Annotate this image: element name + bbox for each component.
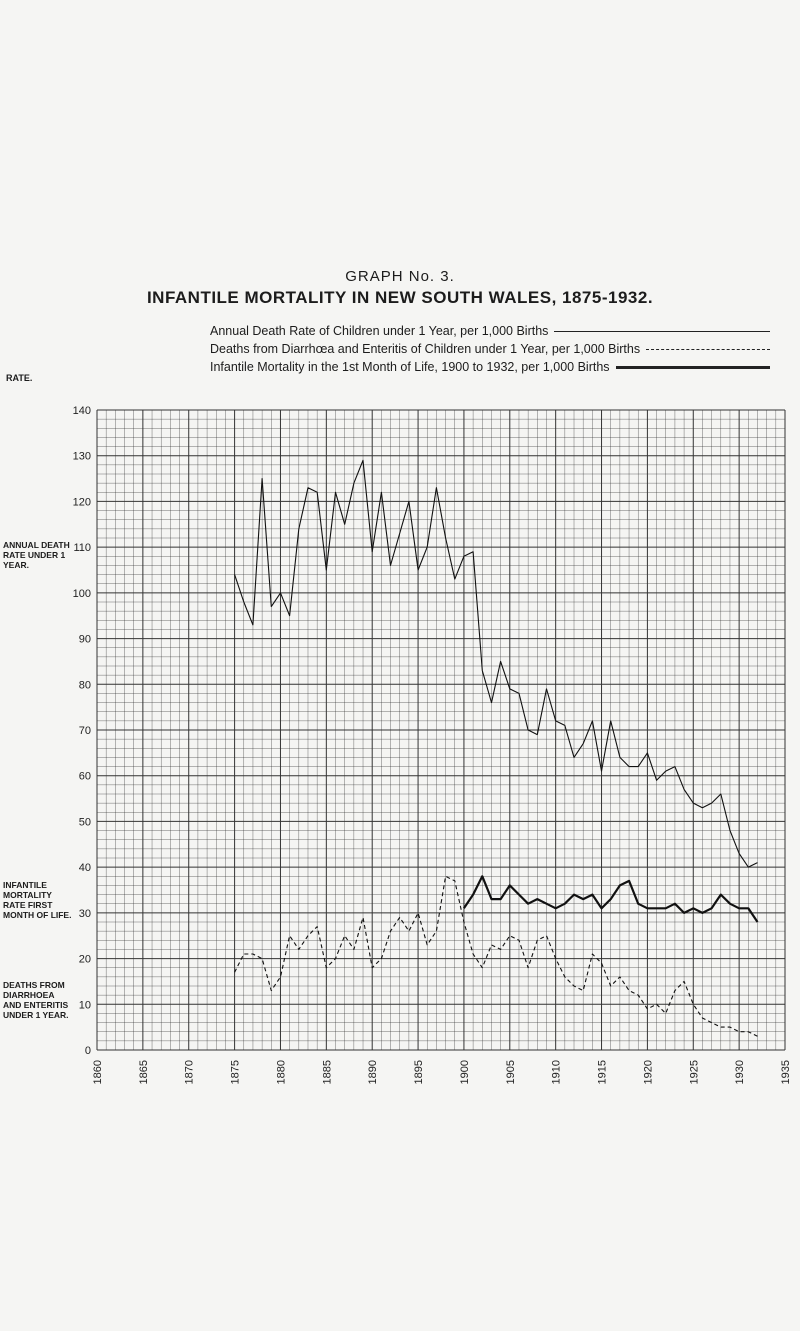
x-tick-label: 1895: [413, 1060, 426, 1085]
y-tick-label: 60: [78, 770, 91, 783]
y-tick-label: 90: [78, 633, 91, 646]
y-tick-label: 110: [73, 542, 91, 555]
legend-label-first-month: Infantile Mortality in the 1st Month of Life, 1900 to 1932, per 1,000 Births: [210, 360, 610, 374]
side-label-first-month: INFANTILE MORTALITY RATE FIRST MONTH OF LIFE.: [3, 880, 72, 920]
x-tick-label: 1870: [183, 1060, 196, 1085]
side-label-annual: ANNUAL DEATH RATE UNDER 1 YEAR.: [3, 540, 70, 570]
y-tick-label: 20: [78, 953, 91, 966]
y-tick-label: 0: [84, 1045, 91, 1057]
x-tick-label: 1925: [688, 1060, 701, 1085]
x-tick-label: 1865: [137, 1060, 150, 1085]
legend-label-diarrhoea: Deaths from Diarrhœa and Enteritis of Children under 1 Year, per 1,000 Births: [210, 342, 641, 356]
x-tick-label: 1920: [642, 1060, 655, 1085]
y-tick-label: 50: [78, 816, 91, 829]
legend-label-annual: Annual Death Rate of Children under 1 Year, per 1,000 Births: [210, 324, 549, 338]
x-tick-label: 1900: [458, 1060, 471, 1085]
y-tick-label: 30: [78, 907, 91, 920]
y-tick-label: 80: [78, 679, 91, 692]
y-tick-label: 130: [72, 450, 91, 463]
y-tick-label: 10: [78, 999, 91, 1012]
x-tick-label: 1930: [734, 1060, 747, 1085]
y-tick-label: 70: [78, 725, 91, 737]
y-tick-label: 120: [72, 496, 91, 509]
side-label-diarrhoea: DEATHS FROM DIARRHOEA AND ENTERITIS UNDER 1 YEAR.: [3, 980, 69, 1020]
x-tick-label: 1880: [275, 1060, 288, 1085]
x-tick-label: 1890: [367, 1060, 380, 1085]
series-diarrhoea-enteritis: [235, 876, 758, 1036]
y-tick-labels: [73, 405, 91, 1057]
x-tick-label: 1935: [780, 1060, 792, 1085]
x-tick-label: 1905: [504, 1060, 517, 1085]
chart-grid: [97, 410, 785, 1050]
x-tick-label: 1860: [92, 1060, 104, 1085]
y-tick-label: 100: [72, 587, 91, 600]
x-tick-label: 1915: [596, 1060, 609, 1085]
series-annual-death-rate: [235, 460, 758, 867]
x-tick-label: 1910: [550, 1060, 563, 1085]
y-axis-title: RATE.: [6, 373, 33, 383]
chart-title: INFANTILE MORTALITY IN NEW SOUTH WALES, 1875-1932.: [146, 288, 654, 307]
y-tick-label: 40: [78, 862, 91, 875]
x-tick-labels: [92, 1060, 792, 1084]
x-tick-label: 1875: [229, 1060, 242, 1085]
x-tick-label: 1885: [321, 1060, 334, 1085]
y-tick-label: 140: [72, 405, 91, 417]
graph-number: GRAPH No. 3.: [345, 268, 455, 285]
